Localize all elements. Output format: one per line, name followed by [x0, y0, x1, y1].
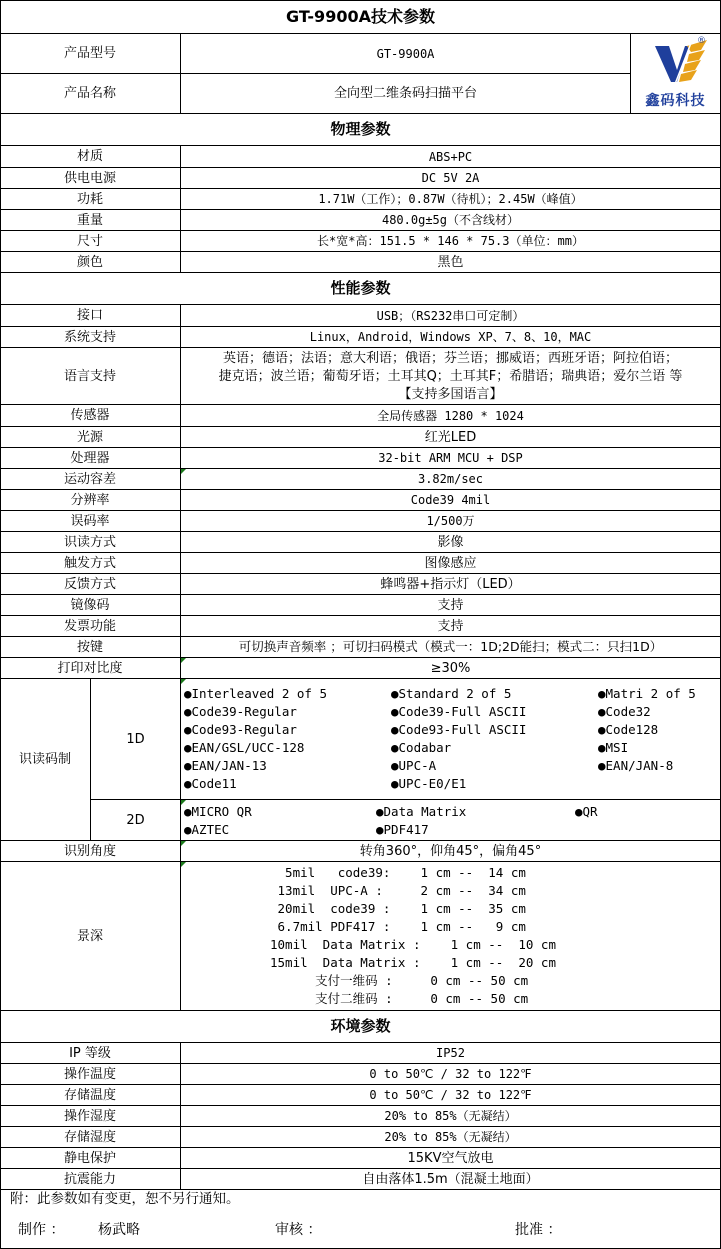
operating-humidity-label: 操作湿度	[63, 1108, 116, 1124]
material-value: ABS+PC	[428, 149, 473, 164]
symbology-item: ●UPC-A	[391, 758, 437, 773]
company-logo	[631, 34, 720, 113]
motion-tolerance-value: 3.82m/sec	[417, 472, 484, 486]
power-supply-value: DC 5V 2A	[421, 171, 480, 185]
trigger-mode-value: 图像感应	[424, 555, 477, 571]
symbology-item: ●PDF417	[376, 822, 429, 837]
print-contrast-label: 打印对比度	[57, 660, 123, 676]
model-label: 产品型号	[63, 46, 116, 61]
symbology-item: ●Code39-Regular	[184, 704, 297, 719]
depth-of-field-line: 20mil code39 : 1 cm -- 35 cm	[270, 901, 526, 916]
esd-protection-value: 15KV空气放电	[407, 1150, 494, 1166]
maker-name: 杨武略	[98, 1222, 140, 1238]
material-label: 材质	[76, 149, 103, 164]
symbology-item: ●EAN/JAN-13	[184, 758, 267, 773]
depth-of-field-line: 15mil Data Matrix : 1 cm -- 20 cm	[270, 955, 556, 970]
symbology-item: ●MSI	[598, 740, 629, 755]
symbology-item: ●UPC-E0/E1	[391, 776, 467, 791]
storage-humidity-value: 20% to 85%（无凝结）	[384, 1130, 517, 1144]
trigger-mode-label: 触发方式	[63, 555, 116, 571]
ip-rating-value: IP52	[436, 1046, 465, 1060]
operating-humidity-value: 20% to 85%（无凝结）	[384, 1109, 517, 1123]
page-title: GT-9900A技术参数	[286, 7, 435, 26]
registered-mark: ®	[697, 36, 706, 46]
symbology-item: ●Code39-Full ASCII	[391, 704, 527, 719]
mirror-code-label: 镜像码	[70, 597, 110, 613]
feedback-mode-value: 蜂鸣器+指示灯（LED）	[380, 576, 521, 592]
symbology-item: ●AZTEC	[184, 822, 230, 837]
symbology-item: ●Standard 2 of 5	[391, 686, 512, 701]
storage-temp-label: 存储温度	[63, 1087, 116, 1103]
error-rate-value: 1/500万	[426, 514, 475, 528]
invoice-function-value: 支持	[437, 618, 464, 634]
footer-note: 附：此参数如有变更，恕不另行通知。	[10, 1191, 240, 1208]
read-method-value: 影像	[437, 534, 464, 550]
resolution-value: Code39 4mil	[410, 493, 491, 507]
language-line-3: 【支持多国语言】	[398, 387, 503, 402]
depth-of-field-line: 6.7mil PDF417 : 1 cm -- 9 cm	[270, 919, 526, 934]
light-source-value: 红光LED	[424, 429, 477, 445]
dimensions-value: 长*宽*高：151.5 * 146 * 75.3（单位：mm）	[317, 234, 584, 248]
system-support-label: 系统支持	[63, 329, 116, 345]
logo-mark-icon	[631, 34, 720, 90]
symbology-item: ●Matri 2 of 5	[598, 686, 696, 701]
invoice-function-label: 发票功能	[63, 618, 116, 634]
weight-label: 重量	[76, 212, 103, 228]
symbology-item: ●Code128	[598, 722, 659, 737]
symbology-item: ●Code93-Full ASCII	[391, 722, 527, 737]
symbology-item: ●QR	[575, 804, 598, 819]
ip-rating-label: IP 等级	[69, 1045, 111, 1061]
depth-of-field-line: 13mil UPC-A : 2 cm -- 34 cm	[270, 883, 526, 898]
power-supply-label: 供电电源	[63, 170, 116, 186]
language-line-2: 捷克语；波兰语；葡萄牙语；土耳其Q；土耳其F；希腊语；瑞典语；爱尔兰语 等	[218, 369, 683, 384]
read-angle-value: 转角360°，仰角45°，偏角45°	[359, 843, 542, 859]
processor-value: 32-bit ARM MCU + DSP	[378, 451, 523, 465]
weight-value: 480.0g±5g（不含线材）	[381, 213, 520, 227]
product-name-value: 全向型二维条码扫描平台	[333, 86, 477, 101]
buttons-value: 可切换声音频率 ；可切扫码模式（模式一：1D;2D能扫；模式二：只扫1D）	[238, 638, 663, 654]
interface-value: USB；（RS232串口可定制）	[376, 308, 525, 323]
symbology-item: ●MICRO QR	[184, 804, 252, 819]
symbology-item: ●EAN/JAN-8	[598, 758, 674, 773]
language-support-label: 语言支持	[63, 368, 116, 384]
power-consumption-value: 1.71W（工作）；0.87W（待机）；2.45W（峰值）	[318, 192, 583, 206]
esd-protection-label: 静电保护	[63, 1150, 116, 1166]
symbology-item: ●Interleaved 2 of 5	[184, 686, 327, 701]
read-angle-label: 识别角度	[63, 843, 116, 859]
symbology-item: ●Data Matrix	[376, 804, 467, 819]
symbology-item: ●Codabar	[391, 740, 452, 755]
symbology-2d-label: 2D	[126, 812, 145, 828]
power-consumption-label: 功耗	[76, 191, 103, 207]
interface-label: 接口	[76, 308, 103, 323]
depth-of-field-label: 景深	[76, 928, 103, 944]
maker-label: 制作 ：	[18, 1222, 65, 1238]
storage-temp-value: 0 to 50℃ / 32 to 122℉	[369, 1088, 532, 1102]
system-support-value: Linux，Android，Windows XP、7、8、10，MAC	[309, 330, 592, 344]
dimensions-label: 尺寸	[76, 233, 103, 249]
mirror-code-value: 支持	[437, 597, 464, 613]
depth-of-field-line: 支付二维码 : 0 cm -- 50 cm	[270, 991, 529, 1006]
buttons-label: 按键	[76, 639, 103, 655]
operating-temp-value: 0 to 50℃ / 32 to 122℉	[369, 1067, 532, 1081]
symbology-label: 识读码制	[18, 752, 71, 767]
section-environment: 环境参数	[330, 1017, 391, 1035]
storage-humidity-label: 存储湿度	[63, 1129, 116, 1145]
resolution-label: 分辨率	[70, 492, 110, 508]
read-method-label: 识读方式	[63, 534, 116, 550]
symbology-item: ●Code93-Regular	[184, 722, 297, 737]
light-source-label: 光源	[76, 429, 103, 445]
symbology-item: ●Code11	[184, 776, 237, 791]
symbology-1d-label: 1D	[126, 731, 145, 747]
depth-of-field-line: 10mil Data Matrix : 1 cm -- 10 cm	[270, 937, 556, 952]
print-contrast-value: ≥30%	[430, 660, 471, 676]
section-performance: 性能参数	[330, 279, 391, 297]
product-name-label: 产品名称	[63, 86, 116, 101]
approve-label: 批准 ：	[515, 1222, 562, 1238]
depth-of-field-line: 5mil code39: 1 cm -- 14 cm	[270, 865, 526, 880]
language-line-1: 英语；德语；法语；意大利语；俄语；芬兰语；挪威语；西班牙语；阿拉伯语；	[222, 351, 678, 366]
depth-of-field-line: 支付一维码 : 0 cm -- 50 cm	[270, 973, 529, 988]
symbology-item: ●EAN/GSL/UCC-128	[184, 740, 305, 755]
feedback-mode-label: 反馈方式	[63, 576, 116, 592]
shock-resistance-value: 自由落体1.5m（混凝土地面）	[362, 1171, 539, 1187]
motion-tolerance-label: 运动容差	[63, 471, 116, 487]
operating-temp-label: 操作温度	[63, 1066, 116, 1082]
model-value: GT-9900A	[376, 46, 435, 61]
review-label: 审核 ：	[275, 1222, 322, 1238]
color-label: 颜色	[76, 254, 103, 270]
sensor-label: 传感器	[70, 408, 110, 423]
color-value: 黑色	[437, 254, 464, 270]
shock-resistance-label: 抗震能力	[63, 1171, 116, 1187]
logo-text: 鑫码科技	[645, 93, 706, 109]
symbology-item: ●Code32	[598, 704, 651, 719]
sensor-value: 全局传感器 1280 * 1024	[377, 408, 524, 423]
error-rate-label: 误码率	[70, 513, 110, 529]
processor-label: 处理器	[70, 450, 110, 466]
section-physical: 物理参数	[330, 120, 391, 138]
